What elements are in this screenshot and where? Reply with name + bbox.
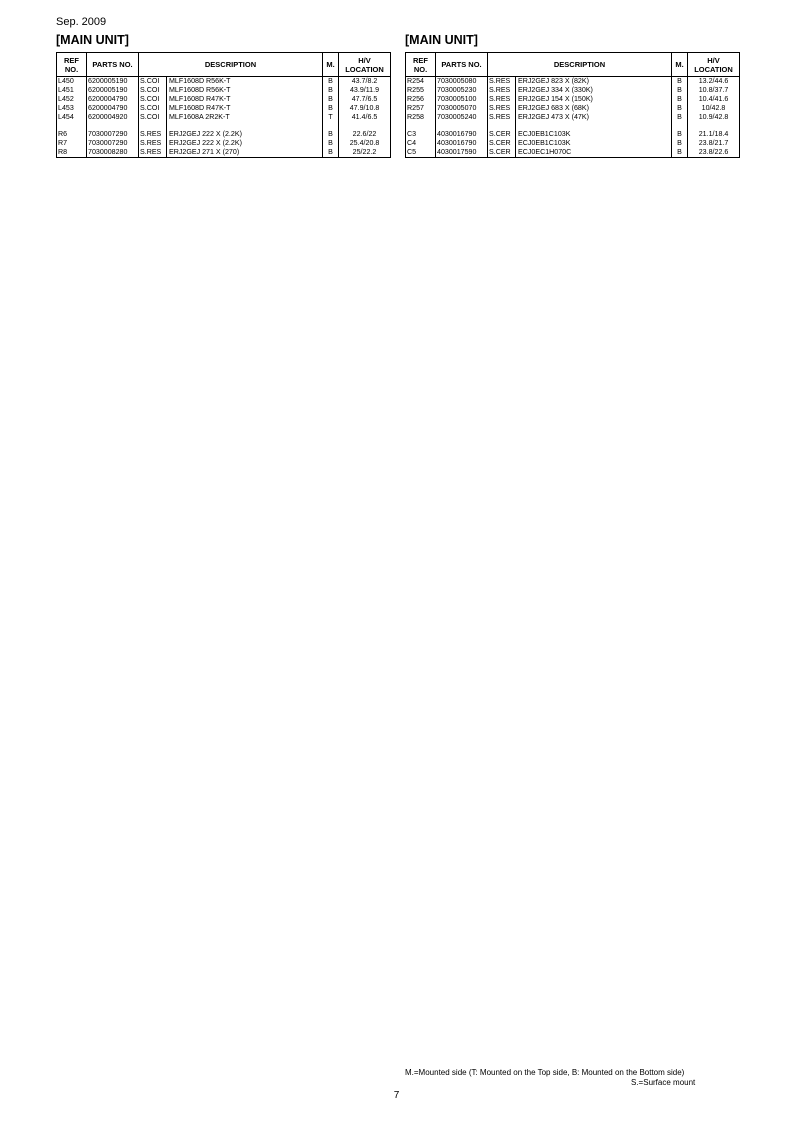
- ref-no-cell: [57, 122, 87, 131]
- table-header-row: [57, 53, 391, 77]
- parts-no-cell: 6200004790: [87, 95, 139, 104]
- mount-side-cell: B: [323, 104, 339, 113]
- parts-no-cell: 6200005190: [87, 77, 139, 86]
- mount-side-cell: B: [323, 77, 339, 86]
- part-type-cell: S.RES: [488, 95, 516, 104]
- part-type-cell: S.RES: [488, 77, 516, 86]
- ref-no-cell: R257: [406, 104, 436, 113]
- part-type-cell: S.COI: [139, 95, 167, 104]
- ref-no-header: REF NO.: [57, 53, 87, 77]
- ref-no-cell: R7: [57, 139, 87, 148]
- part-type-cell: S.CER: [488, 148, 516, 157]
- description-cell: MLF1608D R56K-T: [167, 86, 323, 95]
- mount-side-cell: B: [672, 113, 688, 122]
- mount-side-cell: B: [672, 95, 688, 104]
- part-type-cell: S.CER: [488, 139, 516, 148]
- ref-no-cell: L450: [57, 77, 87, 86]
- mount-side-cell: B: [323, 86, 339, 95]
- hv-location-cell: [688, 122, 740, 131]
- part-type-cell: S.COI: [139, 86, 167, 95]
- table-header-row: [406, 53, 740, 77]
- description-cell: ERJ2GEJ 334 X (330K): [516, 86, 672, 95]
- ref-no-cell: L451: [57, 86, 87, 95]
- description-cell: ERJ2GEJ 823 X (82K): [516, 77, 672, 86]
- hv-location-cell: 47.7/6.5: [339, 95, 391, 104]
- part-type-cell: S.RES: [488, 104, 516, 113]
- table-row: [57, 122, 391, 131]
- description-cell: ERJ2GEJ 683 X (68K): [516, 104, 672, 113]
- hv-location-cell: [339, 122, 391, 131]
- hv-location-cell: 10.8/37.7: [688, 86, 740, 95]
- parts-no-cell: 7030005080: [436, 77, 488, 86]
- description-cell: ERJ2GEJ 154 X (150K): [516, 95, 672, 104]
- mount-side-cell: [672, 122, 688, 131]
- ref-no-cell: C3: [406, 130, 436, 139]
- description-cell: MLF1608A 2R2K-T: [167, 113, 323, 122]
- description-header: DESCRIPTION: [488, 53, 672, 77]
- ref-no-cell: R256: [406, 95, 436, 104]
- part-type-cell: S.COI: [139, 77, 167, 86]
- ref-no-cell: L454: [57, 113, 87, 122]
- description-cell: ECJ0EB1C103K: [516, 130, 672, 139]
- hv-location-cell: 10.9/42.8: [688, 113, 740, 122]
- parts-no-cell: 7030005230: [436, 86, 488, 95]
- parts-no-cell: 7030007290: [87, 139, 139, 148]
- description-cell: MLF1608D R47K-T: [167, 104, 323, 113]
- part-type-cell: S.RES: [139, 148, 167, 157]
- hv-location-cell: 22.6/22: [339, 130, 391, 139]
- surface-mount-note: S.=Surface mount: [631, 1078, 696, 1087]
- description-cell: ERJ2GEJ 222 X (2.2K): [167, 139, 323, 148]
- table-row: [57, 104, 391, 113]
- mount-side-header: M.: [672, 53, 688, 77]
- ref-no-cell: R255: [406, 86, 436, 95]
- mount-side-cell: B: [323, 148, 339, 157]
- description-cell: ERJ2GEJ 222 X (2.2K): [167, 130, 323, 139]
- part-type-cell: S.COI: [139, 113, 167, 122]
- ref-no-cell: L452: [57, 95, 87, 104]
- ref-no-cell: C5: [406, 148, 436, 157]
- part-type-cell: S.RES: [488, 113, 516, 122]
- parts-table-left: [56, 52, 391, 158]
- part-type-cell: S.RES: [488, 86, 516, 95]
- parts-no-cell: [436, 122, 488, 131]
- table-row: [57, 139, 391, 148]
- description-cell: ERJ2GEJ 473 X (47K): [516, 113, 672, 122]
- parts-no-cell: 7030008280: [87, 148, 139, 157]
- parts-no-cell: 4030016790: [436, 139, 488, 148]
- table-row: [57, 113, 391, 122]
- parts-table-right: [405, 52, 740, 158]
- description-cell: [167, 122, 323, 131]
- description-cell: MLF1608D R56K-T: [167, 77, 323, 86]
- ref-no-cell: [406, 122, 436, 131]
- description-cell: [516, 122, 672, 131]
- page-number: 7: [393, 1090, 400, 1101]
- table-row: [406, 122, 740, 131]
- hv-location-cell: 10.4/41.6: [688, 95, 740, 104]
- table-row: [406, 95, 740, 104]
- section-title-left: [MAIN UNIT]: [56, 33, 129, 47]
- ref-no-header: REF NO.: [406, 53, 436, 77]
- ref-no-cell: R258: [406, 113, 436, 122]
- description-cell: MLF1608D R47K-T: [167, 95, 323, 104]
- table-row: [57, 130, 391, 139]
- part-type-cell: [139, 122, 167, 131]
- table-row: [406, 113, 740, 122]
- parts-no-cell: 6200004920: [87, 113, 139, 122]
- hv-location-cell: 21.1/18.4: [688, 130, 740, 139]
- description-header: DESCRIPTION: [139, 53, 323, 77]
- table-row: [406, 77, 740, 86]
- table-row: [406, 86, 740, 95]
- mount-side-cell: B: [672, 130, 688, 139]
- mount-side-cell: B: [672, 104, 688, 113]
- section-title-right: [MAIN UNIT]: [405, 33, 478, 47]
- parts-no-cell: 7030005100: [436, 95, 488, 104]
- parts-no-cell: 7030005240: [436, 113, 488, 122]
- table-row: [406, 139, 740, 148]
- mount-side-cell: T: [323, 113, 339, 122]
- parts-no-cell: 6200004790: [87, 104, 139, 113]
- ref-no-cell: C4: [406, 139, 436, 148]
- ref-no-cell: R6: [57, 130, 87, 139]
- hv-location-cell: 25/22.2: [339, 148, 391, 157]
- part-type-cell: S.COI: [139, 104, 167, 113]
- mount-side-cell: B: [672, 86, 688, 95]
- mount-side-cell: [323, 122, 339, 131]
- table-row: [406, 148, 740, 157]
- hv-location-cell: 41.4/6.5: [339, 113, 391, 122]
- table-row: [57, 148, 391, 157]
- location-header: H/V LOCATION: [688, 53, 740, 77]
- table-row: [57, 95, 391, 104]
- parts-no-cell: 4030016790: [436, 130, 488, 139]
- table-row: [57, 77, 391, 86]
- mount-side-cell: B: [672, 148, 688, 157]
- parts-no-header: PARTS NO.: [436, 53, 488, 77]
- description-cell: ERJ2GEJ 271 X (270): [167, 148, 323, 157]
- mount-side-note: M.=Mounted side (T: Mounted on the Top side, B: Mounted on the Bottom side): [405, 1068, 685, 1077]
- part-type-cell: S.RES: [139, 130, 167, 139]
- ref-no-cell: R254: [406, 77, 436, 86]
- part-type-cell: [488, 122, 516, 131]
- parts-no-header: PARTS NO.: [87, 53, 139, 77]
- mount-side-cell: B: [672, 77, 688, 86]
- parts-no-cell: 7030005070: [436, 104, 488, 113]
- mount-side-cell: B: [323, 139, 339, 148]
- mount-side-cell: B: [672, 139, 688, 148]
- table-row: [406, 104, 740, 113]
- hv-location-cell: 10/42.8: [688, 104, 740, 113]
- hv-location-cell: 23.8/22.6: [688, 148, 740, 157]
- hv-location-cell: 43.7/8.2: [339, 77, 391, 86]
- hv-location-cell: 13.2/44.6: [688, 77, 740, 86]
- parts-no-cell: 6200005190: [87, 86, 139, 95]
- hv-location-cell: 43.9/11.9: [339, 86, 391, 95]
- mount-side-header: M.: [323, 53, 339, 77]
- ref-no-cell: L453: [57, 104, 87, 113]
- mount-side-cell: B: [323, 95, 339, 104]
- location-header: H/V LOCATION: [339, 53, 391, 77]
- parts-list-left: [57, 77, 391, 158]
- parts-no-cell: 7030007290: [87, 130, 139, 139]
- hv-location-cell: 25.4/20.8: [339, 139, 391, 148]
- table-row: [57, 86, 391, 95]
- mount-side-cell: B: [323, 130, 339, 139]
- description-cell: ECJ0EB1C103K: [516, 139, 672, 148]
- parts-no-cell: 4030017590: [436, 148, 488, 157]
- table-row: [406, 130, 740, 139]
- document-date: Sep. 2009: [56, 16, 107, 28]
- parts-list-right: [406, 77, 740, 158]
- hv-location-cell: 23.8/21.7: [688, 139, 740, 148]
- hv-location-cell: 47.9/10.8: [339, 104, 391, 113]
- parts-no-cell: [87, 122, 139, 131]
- part-type-cell: S.CER: [488, 130, 516, 139]
- part-type-cell: S.RES: [139, 139, 167, 148]
- description-cell: ECJ0EC1H070C: [516, 148, 672, 157]
- ref-no-cell: R8: [57, 148, 87, 157]
